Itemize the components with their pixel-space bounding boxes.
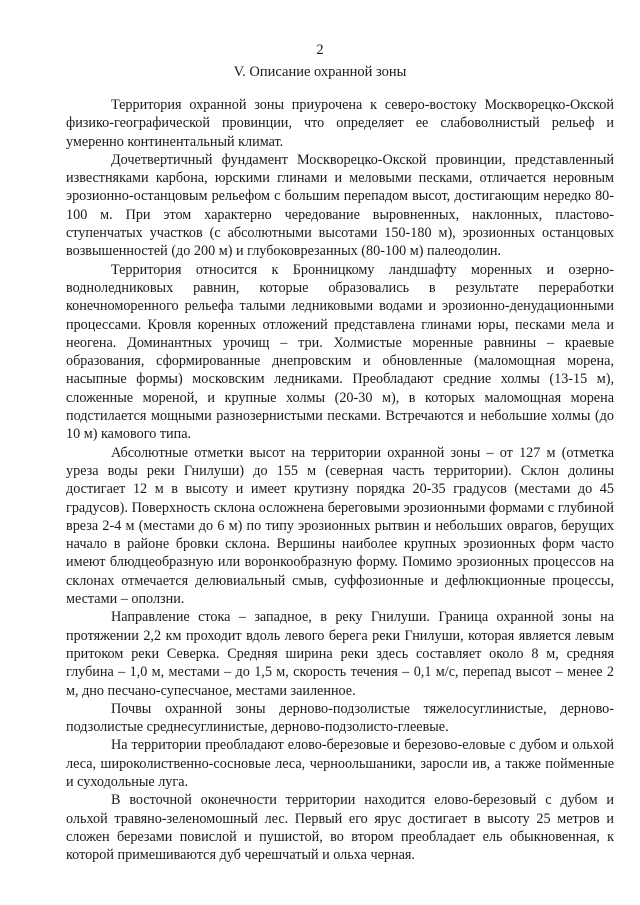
paragraph: Дочетвертичный фундамент Москворецко-Окской провинции, представленный известняками карбона, юрскими глинами и меловыми песками, отличается неровным эрозионно-останцовым рельефом с большим перепадом высот, достигающим нередко 80-100 м. При этом характерно чередование выровненных, наклонных, пластово-ступенчатых участков (с абсолютными высотами 150-180 м), эрозионных останцовых возвышенностей (до 200 м) и глубоковрезанных (80-100 м) палеодолин. (66, 151, 614, 260)
paragraph: Территория охранной зоны приурочена к северо-востоку Москворецко-Окской физико-географической провинции, что определяет ее слабоволнистый рельеф и умеренно континентальный климат. (66, 97, 614, 150)
paragraph: Направление стока – западное, в реку Гнилуши. Граница охранной зоны на протяжении 2,2 км проходит вдоль левого берега реки Гнилуши, которая является левым притоком реки Северка. Средняя ширина реки здесь составляет около 8 м, средняя глубина – 1,0 м, местами – до 1,5 м, скорость течения – 0,1 м/с, перепад высот – менее 2 м, дно песчано-супесчаное, местами заиленное. (66, 609, 614, 699)
page-number: 2 (316, 42, 324, 58)
section-title: V. Описание охранной зоны (233, 64, 407, 80)
paragraph: Почвы охранной зоны дерново-подзолистые тяжелосуглинистые, дерново-подзолистые среднесуглинистые, дерново-подзолисто-глеевые. (66, 700, 614, 736)
paragraph: Территория относится к Бронницкому ландшафту моренных и озерно-водноледниковых равнин, которые образовались в результате переработки конечноморенного рельефа талыми ледниковыми водами и эрозионно-денудационными процессами. Кровля коренных отложений представлена глинами юры, песками мела и неогена. Доминантных урочищ – три. Холмистые моренные равнины – краевые образования, сформированные днепровским и обновленные (маломощная морена, насыпные формы) московским ледниками. Преобладают средние холмы (13-15 м), сложенные мореной, и крупные холмы (20-30 м), в которых маломощная морена подстилается мощными разнозернистыми песками. Встречаются и небольшие холмы (до 10 м) камового типа. (66, 261, 614, 443)
paragraph: Абсолютные отметки высот на территории охранной зоны – от 127 м (отметка уреза воды реки Гнилуши) до 155 м (северная часть территории). Склон долины достигает 12 м в высоту и имеет крутизну порядка 20-35 градусов (местами до 45 градусов). Поверхность склона осложнена береговыми эрозионными формами с глубиной вреза 2-4 м (местами до 6 м) по типу эрозионных рытвин и небольших оврагов, берущих начало в районе бровки склона. Вершины наиболее крупных эрозионных форм часто имеют блюдцеобразную или воронкообразную форму. Помимо эрозионных процессов на склонах отмечается делювиальный смыв, суффозионные и дефлюкционные процессы, местами – оползни. (66, 444, 614, 608)
body-text (66, 96, 614, 864)
paragraph: В восточной оконечности территории находится елово-березовый с дубом и ольхой травяно-зеленомошный лес. Первый его ярус достигает в высоту 25 метров и сложен березами повислой и пушистой, во втором преобладает ель обыкновенная, к которой примешиваются дуб черешчатый и ольха черная. (66, 792, 614, 864)
paragraph: На территории преобладают елово-березовые и березово-еловые с дубом и ольхой леса, широколиственно-сосновые леса, черноольшаники, заросли ив, а также пойменные и суходольные луга. (66, 737, 614, 790)
